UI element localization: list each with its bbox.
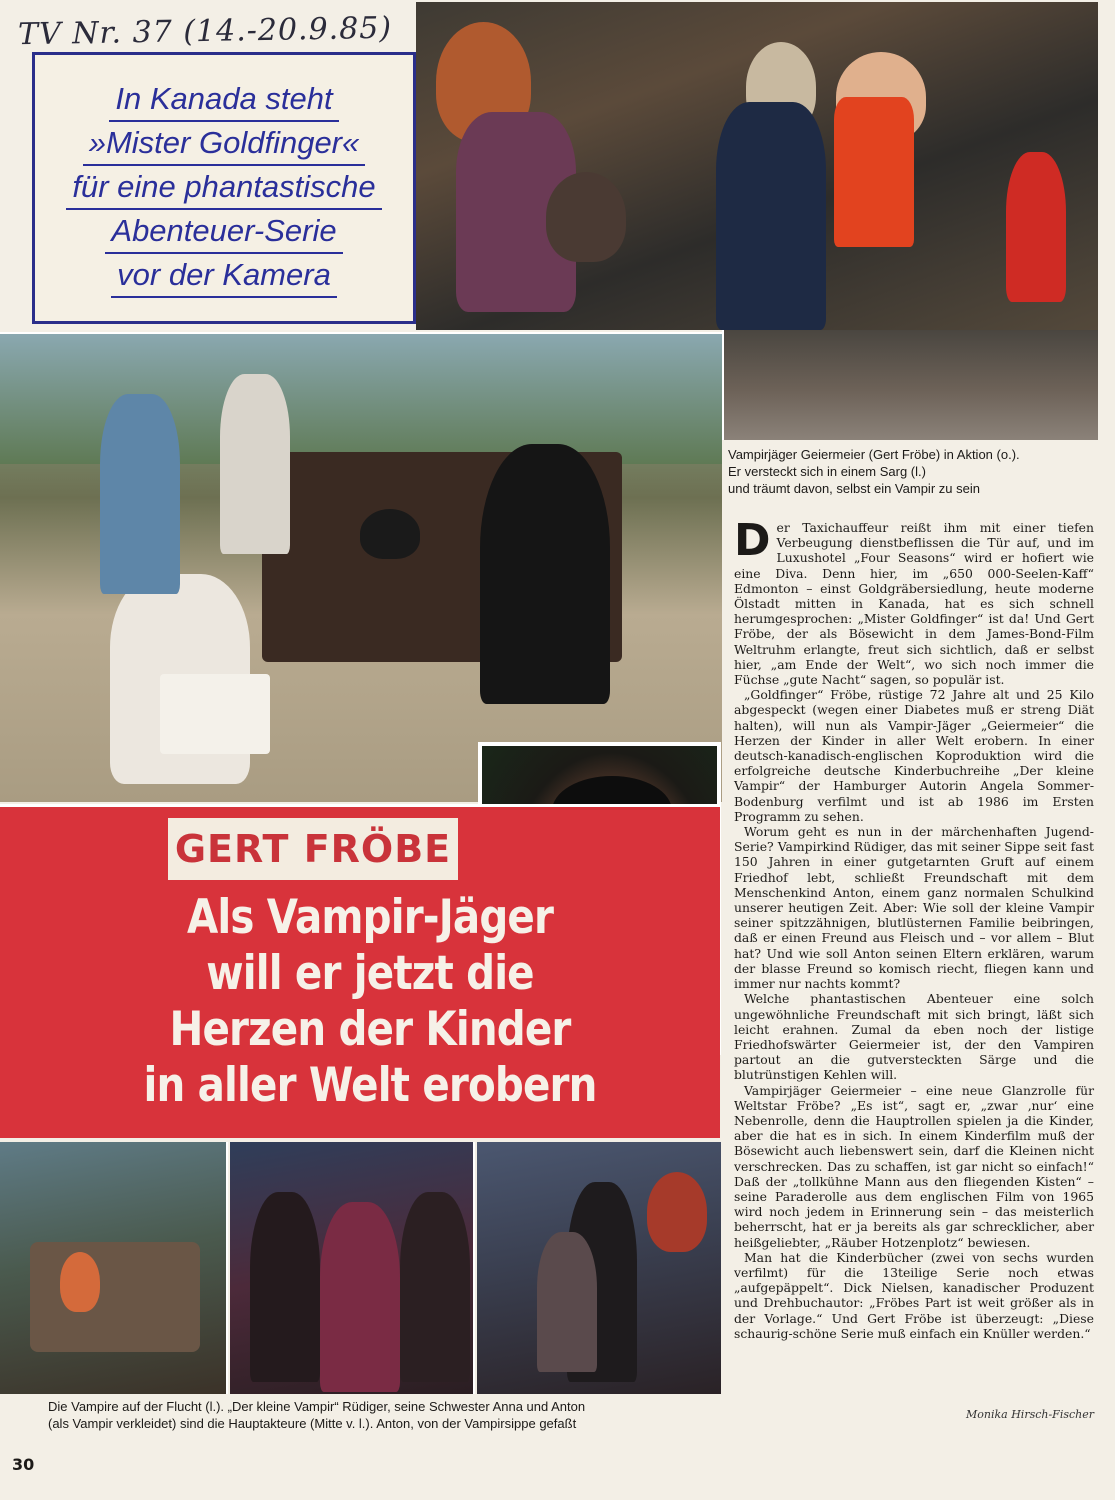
- article-paragraph-text: er Taxichauffeur reißt ihm mit einer tiefen Verbeugung dienstbeflissen die Tür auf, und im Luxushotel „Four Seasons“ wird er hofiert wie eine Diva. Denn hier, im „650 000-Seelen-Kaff“ Edmonton – einst Goldgräbersiedlung, heute moderne Ölstadt mitten in Kanada, hat es sich schnell herumgesprochen: „Mister Goldfinger“ ist da! Und Gert Fröbe, der als Bösewicht in dem James-Bond-Film Weltruhm erlangte, freut sich sichtlich, daß er selbst hier, „am Ende der Welt“, wo sich noch immer die Füchse „gute Nacht“ sagen, so populär ist.: [734, 520, 1094, 688]
- figure-red-hair: [647, 1172, 707, 1252]
- handwritten-note: TV Nr. 37 (14.-20.9.85): [17, 10, 393, 53]
- banner-title-line: in aller Welt erobern: [143, 1058, 597, 1113]
- banner-title: [20, 890, 720, 1114]
- figure-red-vest: [834, 97, 914, 247]
- figure-police: [716, 102, 826, 330]
- headline-line: für eine phantastische: [66, 166, 381, 210]
- figure-child: [546, 172, 626, 262]
- caption-line: Vampirjäger Geiermeier (Gert Fröbe) in Aktion (o.).: [728, 447, 1020, 462]
- headline-line: »Mister Goldfinger«: [83, 122, 366, 166]
- banner-title-line: Herzen der Kinder: [169, 1002, 571, 1057]
- figure-anton-held: [537, 1232, 597, 1372]
- article-paragraph: Welche phantastischen Abenteuer eine solch ungewöhnliche Freundschaft mit sich bringt, läßt sich leicht erahnen. Zumal da eben noch der listige Friedhofswärter Geiermeier ist, der den Vampiren partout an die gutversteckten Särge und die blutrünstigen Kehlen will.: [734, 991, 1094, 1083]
- figure-red-cape: [1006, 152, 1066, 302]
- clipboard: [160, 674, 270, 754]
- caption-line: Er versteckt sich in einem Sarg (l.): [728, 464, 926, 479]
- figure-anna: [320, 1202, 400, 1392]
- photo-crowd-continued: [722, 330, 1098, 440]
- figure-crew-2: [220, 374, 290, 554]
- figure-vampire-child: [250, 1192, 320, 1382]
- photo-vampires-flight: [0, 1142, 228, 1394]
- page-number: 30: [12, 1455, 35, 1474]
- banner-name: GERT FRÖBE: [168, 818, 458, 880]
- figure-vampire-cape: [480, 444, 610, 704]
- headline-line: vor der Kamera: [111, 254, 337, 298]
- flying-coffin: [30, 1242, 200, 1352]
- banner-title-line: will er jetzt die: [206, 946, 534, 1001]
- figure-crew: [100, 394, 180, 594]
- photo-anton-captured: [477, 1142, 721, 1394]
- author-byline: Monika Hirsch-Fischer: [966, 1408, 1094, 1421]
- caption-bottom: [48, 1398, 724, 1432]
- headline-box: [32, 52, 416, 324]
- banner-title-line: Als Vampir-Jäger: [186, 890, 554, 945]
- caption-top-right: [728, 446, 1098, 497]
- article-paragraph: Vampirjäger Geiermeier – eine neue Glanzrolle für Weltstar Fröbe? „Es ist“, sagt er, „zwar ‚nur‘ eine Nebenrolle, denn die Hauptrollen spielen ja die Kinder, aber die hat es in sich. In einem Kinderfilm muß der Bösewicht auch liebenswert sein, darf die Kleinen nicht verschrecken. Das zu schaffen, ist gar nicht so einfach!“ Daß der „tollkühne Mann aus den fliegenden Kisten“ – seine Paraderolle aus dem englischen Film von 1965 wird noch jedem in Erinnerung sein – das meisterlich beherrscht, hat er ja bereits als gar schrecklicher, aber heißgeliebter, „Räuber Hotzenplotz“ bewiesen.: [734, 1082, 1094, 1250]
- article-paragraph: Worum geht es nun in der märchenhaften Jugend-Serie? Vampirkind Rüdiger, das mit seiner Sippe seit fast 150 Jahren in einer gutgetarnten Gruft auf einem Friedhof lebt, schließt Freundschaft mit dem Menschenkind Anton, einem ganz normalen Schulkind unserer heutigen Zeit. Aber: Wie soll der kleine Vampir seiner spitzzähnigen, blutlüsternen Familie beibringen, daß er einen Freund aus Fleisch und – vor allem – Blut hat? Und wie soll Anton seinen Eltern erklären, warum der blasse Freund so komisch riecht, fliegen kann und immer nur nachts kommt?: [734, 824, 1094, 992]
- figure-anton: [400, 1192, 470, 1382]
- figure-child-red-hair: [60, 1252, 100, 1312]
- figure-hat: [360, 509, 420, 559]
- article-paragraph: „Goldfinger“ Fröbe, rüstige 72 Jahre alt und 25 Kilo abgespeckt (wegen einer Diabetes muß er streng Diät halten), will nun als Vampir-Jäger „Geiermeier“ die Herzen der Kinder in aller Welt erobern. In einer deutsch-kanadisch-englischen Koproduktion wird die erfolgreiche deutsche Kinderbuchreihe „Der kleine Vampir“ der Hamburger Autorin Angela Sommer-Bodenburg verfilmt und ist ab 1986 im Ersten Programm zu sehen.: [734, 687, 1094, 824]
- photo-vampire-hunter-crowd: [416, 2, 1098, 330]
- caption-line: und träumt davon, selbst ein Vampir zu sein: [728, 481, 980, 496]
- article-paragraph: [734, 515, 1094, 688]
- caption-line: Die Vampire auf der Flucht (l.). „Der kleine Vampir“ Rüdiger, seine Schwester Anna und Anton: [48, 1399, 586, 1414]
- photo-film-set-coffin: [0, 332, 722, 802]
- headline-line: In Kanada steht: [109, 78, 338, 122]
- headline-line: Abenteuer-Serie: [105, 210, 342, 254]
- drop-cap: D: [734, 515, 771, 566]
- article-body: [734, 515, 1094, 1341]
- caption-line: (als Vampir verkleidet) sind die Hauptakteure (Mitte v. l.). Anton, von der Vampirsippe gefaßt: [48, 1416, 577, 1431]
- article-paragraph: Man hat die Kinderbücher (zwei von sechs wurden verfilmt) für die 13teilige Serie noch etwas „aufgepäppelt“. Dick Nielsen, kanadischer Produzent und Drehbuchautor: „Fröbes Part ist weit größer als in der Vorlage.“ Und Gert Fröbe ist überzeugt: „Diese schaurig-schöne Serie muß einfach ein Knüller werden.“: [734, 1249, 1094, 1341]
- photo-vampire-children: [230, 1142, 475, 1394]
